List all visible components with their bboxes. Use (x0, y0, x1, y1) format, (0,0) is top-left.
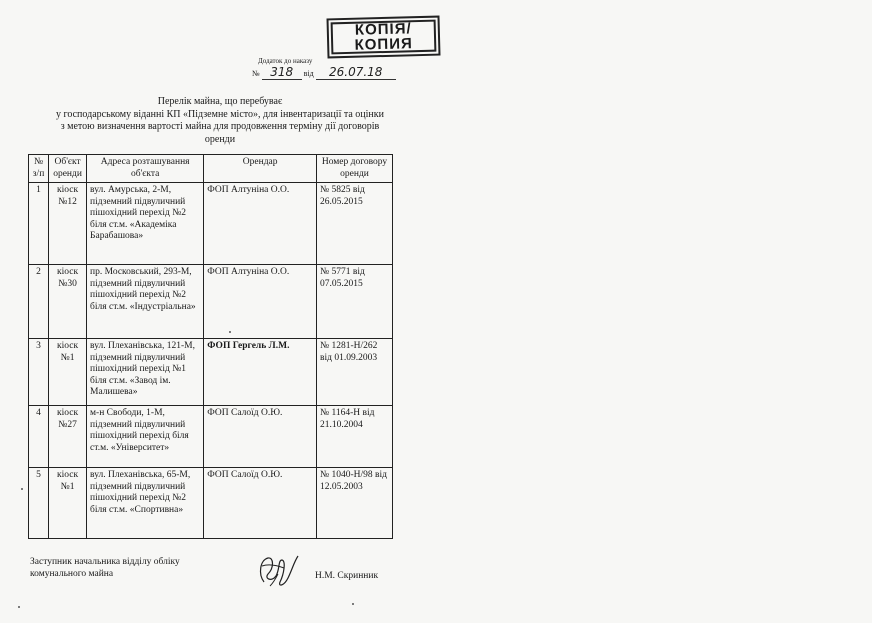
property-table (28, 154, 393, 539)
scan-speck (21, 488, 23, 490)
table-row (29, 265, 393, 339)
scan-speck (229, 331, 231, 333)
row-address: вул. Плеханівська, 65-М, підземний підвуличний пішохідний перехід №2 біля ст.м. «Спортивна» (87, 468, 204, 539)
heading-line-2: у господарському віданні КП «Підземне місто», для інвентаризації та оцінки (56, 108, 384, 120)
signatory-name: Н.М. Скринник (315, 571, 379, 581)
stamp-line-2: КОПИЯ (354, 35, 413, 54)
signatory-title-line-1: Заступник начальника відділу обліку (30, 557, 180, 567)
row-contract: № 5771 від 07.05.2015 (317, 265, 393, 339)
heading-line-1: Перелік майна, що перебуває (157, 96, 283, 107)
annex-reference (252, 65, 396, 80)
header-number: № з/п (29, 155, 49, 183)
row-address: м-н Свободи, 1-М, підземний підвуличний пішохідний перехід біля ст.м. «Університет» (87, 406, 204, 468)
handwritten-signature (254, 552, 302, 592)
annex-number: 318 (262, 65, 302, 80)
row-tenant: ФОП Гергель Л.М. (204, 339, 317, 406)
row-address: вул. Плеханівська, 121-М, підземний підвуличний пішохідний перехід №1 біля ст.м. «Завод ім. Малишева» (87, 339, 204, 406)
row-object: кіоск №1 (49, 468, 87, 539)
header-address: Адреса розташування об'єкта (87, 155, 204, 183)
table-row (29, 183, 393, 265)
row-tenant: ФОП Салоїд О.Ю. (204, 406, 317, 468)
table-row (29, 468, 393, 539)
table-header-row (29, 155, 393, 183)
table-row (29, 406, 393, 468)
row-contract: № 1040-Н/98 від 12.05.2003 (317, 468, 393, 539)
copy-stamp (326, 16, 440, 59)
row-object: кіоск №1 (49, 339, 87, 406)
row-object: кіоск №12 (49, 183, 87, 265)
header-tenant: Орендар (204, 155, 317, 183)
row-object: кіоск №30 (49, 265, 87, 339)
scan-speck (18, 606, 20, 608)
header-contract: Номер договору оренди (317, 155, 393, 183)
row-address: пр. Московський, 293-М, підземний підвуличний пішохідний перехід №2 біля ст.м. «Індустріальна» (87, 265, 204, 339)
document-heading (20, 96, 420, 146)
row-tenant: ФОП Алтуніна О.О. (204, 265, 317, 339)
row-number: 1 (29, 183, 49, 265)
heading-line-4: оренди (204, 133, 236, 145)
row-contract: № 1164-Н від 21.10.2004 (317, 406, 393, 468)
annex-date: 26.07.18 (316, 65, 396, 80)
row-tenant: ФОП Алтуніна О.О. (204, 183, 317, 265)
row-number: 2 (29, 265, 49, 339)
annex-number-prefix: № (252, 69, 260, 78)
row-contract: № 5825 від 26.05.2015 (317, 183, 393, 265)
scan-speck (352, 603, 354, 605)
row-tenant: ФОП Салоїд О.Ю. (204, 468, 317, 539)
header-object: Об'єкт оренди (49, 155, 87, 183)
row-number: 4 (29, 406, 49, 468)
annex-date-prefix: від (303, 69, 314, 78)
row-number: 3 (29, 339, 49, 406)
row-address: вул. Амурська, 2-М, підземний підвуличний пішохідний перехід №2 біля ст.м. «Академіка Барабашова» (87, 183, 204, 265)
signatory-title-line-2: комунального майна (30, 568, 114, 579)
stamp-line-1: КОПІЯ/ (354, 20, 412, 39)
table-row (29, 339, 393, 406)
signatory-title (30, 557, 180, 580)
row-number: 5 (29, 468, 49, 539)
annex-label: Додаток до наказу (258, 57, 313, 65)
row-object: кіоск №27 (49, 406, 87, 468)
row-contract: № 1281-Н/262 від 01.09.2003 (317, 339, 393, 406)
heading-line-3: з метою визначення вартості майна для продовження терміну дії договорів (60, 121, 380, 132)
